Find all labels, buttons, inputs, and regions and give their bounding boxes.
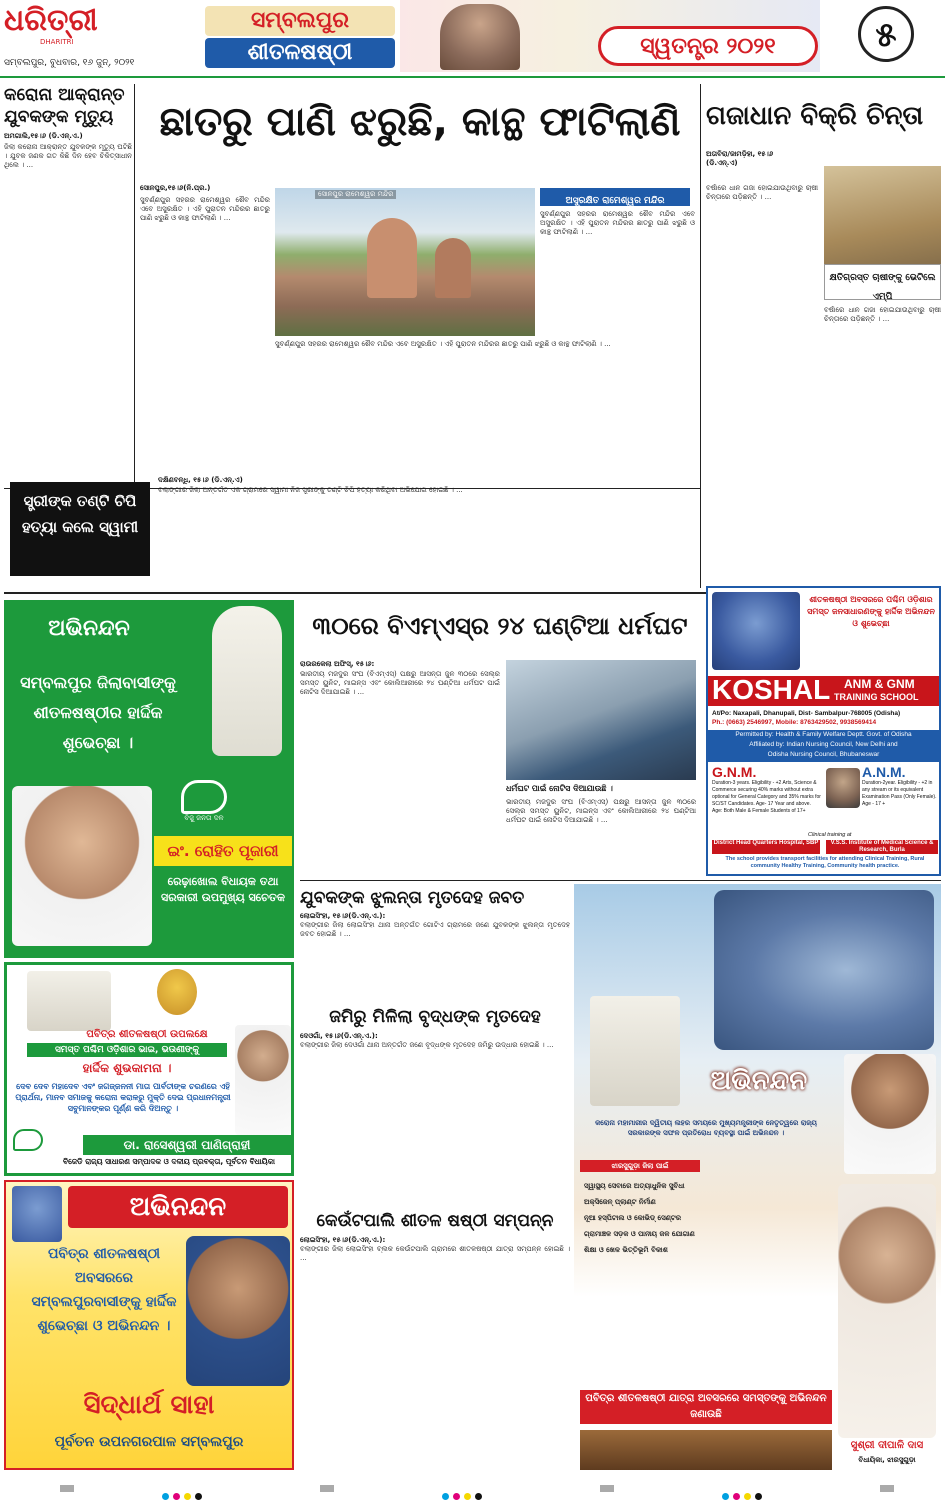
siddharth-designation: ପୂର୍ବତନ ଉପନଗରପାଳ ସମ୍ବଲପୁର (54, 1434, 244, 1450)
registration-bar (600, 1485, 614, 1492)
story-body-2: ବର୍ଷାରେ ଧାନ ଗଜା ହୋଇଯାଉଥିବାରୁ ଚାଷୀ ଚିନ୍ତାରେ ପଡ଼ିଛନ୍ତି । ... (824, 306, 941, 323)
dipali-item: ଶିକ୍ଷା ଓ ଖେଳ ଭିତ୍ତିଭୂମି ବିକାଶ (584, 1246, 668, 1254)
dipali-intro: କରୋନା ମହାମାରୀର ଦ୍ୱିତୀୟ ଲହର ସମୟରେ ମୁଖ୍ୟମନ୍ତ୍ରୀଙ୍କ ନେତୃତ୍ୱରେ ରାଜ୍ୟ ସରକାରଙ୍କ ସଫଳ ପ୍ରତିରୋଧ ବ୍ୟବସ୍ଥା ପାଇଁ ଅଭିନନ୍ଦନ । (595, 1119, 817, 1137)
raseswari-line3: ହାର୍ଦ୍ଦିକ ଶୁଭକାମନା । (82, 1061, 172, 1075)
supplement-label: ସ୍ୱତନ୍ତ୍ର ୨୦୨୧ (640, 34, 776, 59)
story4-dateline: ଦକ୍ଷିଣବନ୍ଧି, ୧୫।୬ (ଡି.ଏନ୍‌.ଏ) (158, 476, 243, 484)
temple-spire (367, 218, 417, 298)
raseswari-name: ଡା. ରାସେଶ୍ୱରୀ ପାଣିଗ୍ରାହୀ (83, 1135, 291, 1155)
dipali-designation: ବିଧାୟିକା, ଝାରସୁଗୁଡ଼ା (858, 1456, 916, 1464)
story-headline: କରୋନା ଆକ୍ରାନ୍ତ ଯୁବକଙ୍କ ମୃତ୍ୟୁ (4, 85, 125, 127)
dipali-portrait (838, 1184, 936, 1438)
lead-tag-text: ଅସୁରକ୍ଷିତ ରାମେଶ୍ୱର ମନ୍ଦିର (565, 196, 665, 206)
story-dateline: ଅମଗାଲି,୧୫।୬ (ଡି.ଏନ୍‌.ଏ.) (4, 132, 83, 140)
dipali-items (584, 1178, 824, 1258)
nurse-portrait (826, 768, 860, 808)
raseswari-deity (157, 969, 197, 1015)
gnm-title: G.N.M. (712, 764, 757, 780)
color-dots (440, 1485, 484, 1504)
gnm-details: Duration-3 years. Eligibility - +2 Arts, Science & Commerce securing 40% marks without extra optional for General Category and 35% marks for SC/ST Candidates. Age- 17 Year and above. Age: Both Male & Female Students of 17+ (712, 780, 821, 814)
dipali-guest-photo (844, 1054, 936, 1174)
koshal-affil1: Affiliated by: Indian Nursing Council, New Delhi and (749, 741, 898, 748)
ad-raseswari (4, 962, 294, 1176)
story-dateline: ଲୋଇସିଂହା, ୧୫।୬(ଡି.ଏନ୍‌.ଏ.): (300, 912, 386, 920)
color-dots (160, 1485, 204, 1504)
raseswari-cm-photo (27, 971, 111, 1031)
koshal-clinical-label: Clinical training at (808, 832, 852, 838)
conch-icon (181, 780, 227, 814)
siddharth-title: ଅଭିନନ୍ଦନ (129, 1192, 227, 1222)
conch-logo (164, 780, 244, 830)
lead-photo (275, 188, 535, 336)
koshal-address: At/Po: Naxapali, Dhanupali, Dist- Sambalpur-768005 (Odisha) (712, 710, 901, 717)
registration-bar (880, 1485, 894, 1492)
conch-icon (13, 1129, 43, 1151)
koshal-deity (712, 592, 800, 670)
photo-caption: ସୋନପୁର ରାମେଶ୍ୱର ମନ୍ଦିର (315, 190, 396, 199)
siddharth-title-bar (68, 1186, 288, 1228)
koshal-greeting: ଶୀତଳଷଷ୍ଠୀ ଅବସରରେ ପଶ୍ଚିମ ଓଡ଼ିଶାର ସମସ୍ତ ଜନସାଧାରଣଙ୍କୁ ହାର୍ଦ୍ଦିକ ଅଭିନନ୍ଦନ ଓ ଶୁଭେଚ୍ଛା (807, 595, 935, 628)
logo (4, 4, 194, 60)
raseswari-line2: ସମସ୍ତ ପଶ୍ଚିମ ଓଡ଼ିଶାର ଭାଇ, ଭଉଣୀଙ୍କୁ (27, 1043, 227, 1057)
story-headline: ସ୍ତ୍ରୀଙ୍କ ତଣ୍ଟି ଚିପି ହତ୍ୟା କଲେ ସ୍ୱାମୀ (21, 492, 139, 536)
raseswari-line1: ପବିତ୍ର ଶୀତଳଷଷ୍ଠୀ ଉପଲକ୍ଷେ (86, 1029, 208, 1040)
story-headline: ୩୦ରେ ବିଏମ୍‌ଏସ୍‌ର ୨୪ ଘଣ୍ଟିଆ ଧର୍ମଘଟ (312, 612, 688, 640)
ad-koshal (706, 586, 941, 876)
siddharth-deity (12, 1186, 62, 1242)
temple-silhouette (580, 1430, 832, 1470)
story-body-2: ଭାରତୀୟ ମଜଦୁର ସଂଘ (ବିଏମ୍‌ଏସ୍‌) ପକ୍ଷରୁ ଆସନ୍ତା ଜୁନ ୩୦ରେ ସେଲ୍‌ର ସମସ୍ତ ୟୁନିଟ, ମାଇନ୍ସ ଏବଂ କୋଲିଆରୀରେ ୨୪ ଘଣ୍ଟିଆ ଧର୍ମଘଟ ପାଇଁ ନୋଟିସ ଦିଆଯାଇଛି । ... (506, 798, 696, 824)
koshal-footer: The school provides transport facilities for attending Clinical Training, Rural community Healthy Training, Community health practice. (725, 856, 925, 869)
story-elderly-body (300, 1002, 570, 1200)
dateline: ସମ୍ବଲପୁର, ବୁଧବାର, ୧୬ ଜୁନ୍, ୨୦୨୧ (4, 58, 135, 68)
color-dots (720, 1485, 764, 1504)
page-number-badge (858, 6, 914, 62)
story-corona-death (4, 84, 132, 484)
print-marks (0, 1480, 945, 1497)
dipali-title: ଅଭିନନ୍ଦନ (710, 1066, 808, 1096)
anm-title: A.N.M. (862, 764, 906, 780)
supplement-badge (598, 26, 818, 66)
koshal-name-bar (708, 676, 939, 706)
lead-body-col1: ସୁବର୍ଣ୍ଣପୁର ସହରର ରାମେଶ୍ୱର ଶୈବ ମନ୍ଦିର ଏବେ ଅସୁରକ୍ଷିତ । ଏହି ପୁରାତନ ମନ୍ଦିରର ଛାତରୁ ପାଣି ଝରୁଛି ଓ କାନ୍ଥ ଫାଟିଲାଣି । ... (140, 196, 270, 222)
candidate-portrait (12, 786, 152, 946)
siddharth-message (12, 1242, 196, 1338)
ad-rohit-pujari (4, 600, 294, 958)
dipali-closing: ପବିତ୍ର ଶୀତଳଷଷ୍ଠୀ ଯାତ୍ରା ଅବସରରେ ସମସ୍ତଙ୍କୁ ଅଭିନନ୍ଦନ ଜଣାଉଛି (580, 1390, 832, 1424)
story-body: ବଲାଙ୍ଗୀର ଜିଲା ଲୋଇସିଂହା ବ୍ଲକ କେଉଁଟପାଲି ଗ୍ରାମରେ ଶୀତଳଷଷ୍ଠୀ ଯାତ୍ରା ସମ୍ପନ୍ନ ହୋଇଛି । ... (300, 1245, 570, 1262)
column-rule (134, 84, 135, 484)
story-hanging-body (300, 884, 570, 1000)
dipali-cm-photo (590, 996, 680, 1106)
koshal-affil2: Odisha Nursing Council, Bhubaneswar (767, 751, 880, 758)
siddharth-portrait (186, 1236, 290, 1386)
story-body: ବଲାଙ୍ଗୀର ଜିଲା ଦେଓଗାଁ ଥାନା ଅନ୍ତର୍ଗତ ଜଣେ ବୃଦ୍ଧଙ୍କ ମୃତଦେହ ଜମିରୁ ଉଦ୍ଧାର ହୋଇଛି । ... (300, 1041, 554, 1049)
koshal-name: KOSHAL (712, 674, 831, 705)
logo-subtext: DHARITRI (40, 38, 74, 46)
story-body: ବଲାଙ୍ଗୀର ଜିଲା ଲୋଇସିଂହା ଥାନା ଅନ୍ତର୍ଗତ ଗୋଟିଏ ଗ୍ରାମରେ ଜଣେ ଯୁବକଙ୍କ ଝୁଲନ୍ତା ମୃତଦେହ ଜବତ ହୋଇଛି । ... (300, 921, 570, 938)
koshal-anm (862, 764, 940, 836)
shiva-parvati-art (714, 890, 934, 1050)
story-headline: କେଉଁଟପାଲି ଶୀତଳ ଷଷ୍ଠୀ ସମ୍ପନ୍ନ (316, 1211, 554, 1231)
ad-message: ସମ୍ବଲପୁର ଜିଲାବାସୀଙ୍କୁ ଶୀତଳଷଷ୍ଠୀର ହାର୍ଦ୍ଦିକ ଶୁଭେଚ୍ଛା । (20, 673, 176, 752)
anm-details: Duration-2year. Eligibility - +2 in any stream or its equivalent Examination Pass (Only Female). Age - 17 + (862, 780, 937, 807)
candidate-designation: ରେଢ଼ାଖୋଲ ବିଧାୟକ ତଥା ସରକାରୀ ଉପମୁଖ୍ୟ ସଚେତକ (161, 875, 285, 904)
story-keutpali (300, 1206, 570, 1474)
story-murder-box (10, 482, 150, 576)
section-rule (300, 880, 941, 881)
story-dateline: ଅତାବିରା/ଜାମଡ଼ିହା, ୧୫।୬ (ଡି.ଏନ୍‌.ଏ) (706, 150, 774, 167)
story-dateline: ଲୋଇସିଂହା, ୧୫।୬(ଡି.ଏନ୍‌.ଏ.): (300, 1236, 386, 1244)
lead-tag (540, 188, 690, 206)
lead-dateline: ସୋନପୁର,୧୫।୬(ନି.ପ୍ର.) (140, 184, 211, 192)
edition-line2: ଶୀତଳଷଷ୍ଠୀ (247, 40, 353, 65)
story-body: ଭାରତୀୟ ମଜଦୁର ସଂଘ (ବିଏମ୍‌ଏସ୍‌) ପକ୍ଷରୁ ଆସନ୍ତା ଜୁନ ୩୦ରେ ସେଲ୍‌ର ସମସ୍ତ ୟୁନିଟ, ମାଇନ୍ସ ଏବଂ କୋଲିଆରୀରେ ୨୪ ଘଣ୍ଟିଆ ଧର୍ମଘଟ ପାଇଁ ନୋଟିସ ଦିଆଯାଇଛି । ... (300, 670, 500, 696)
story-paddy-sale (706, 96, 941, 592)
temple-spire-2 (435, 238, 471, 298)
story-body: ଜିଲା କରୋନା ଆକ୍ରାନ୍ତ ଯୁବକଙ୍କ ମୃତ୍ୟୁ ଘଟିଛି । ଯୁବକ ଜଣକ ଗତ କିଛି ଦିନ ହେବ ଚିକିତ୍ସାଧୀନ ଥିଲେ । ... (4, 143, 132, 169)
dipali-item: ନୂଆ ହସ୍ପିଟାଲ ଓ କୋଭିଡ୍ ସେଣ୍ଟର (584, 1214, 682, 1222)
dipali-name: ସୁଶ୍ରୀ ଦୀପାଳି ଦାସ (850, 1440, 924, 1451)
siddharth-line3: ସମ୍ବଲପୁରବାସୀଙ୍କୁ ହାର୍ଦ୍ଦିକ (31, 1294, 177, 1310)
dipali-item: ଅକ୍ସିଜେନ୍ ପ୍ଲାଣ୍ଟ ନିର୍ମାଣ (584, 1198, 656, 1206)
koshal-permit: Permitted by: Health & Family Welfare Deptt. Govt. of Odisha (735, 731, 912, 738)
story-dateline: ଦେଓଗାଁ, ୧୫।୬(ଡି.ଏନ୍‌.ଏ.): (300, 1032, 378, 1040)
page-number: ୫ (875, 15, 897, 55)
story-headline: ଯୁବକଙ୍କ ଝୁଲନ୍ତା ମୃତଦେହ ଜବତ (300, 888, 525, 908)
koshal-gnm (712, 764, 822, 836)
strike-photo-caption: ଧର୍ମଘଟ ପାଇଁ ନୋଟିସ ଦିଆଯାଉଛି । (506, 784, 613, 793)
edition-line1: ସମ୍ବଲପୁର (250, 8, 350, 33)
candidate-name: ଇଂ. ରୋହିତ ପୂଜାରୀ (154, 836, 292, 866)
koshal-clinical1: District Head Quarters Hospital, SBP (712, 840, 820, 854)
ad-title: ଅଭିନନ୍ଦନ (48, 616, 130, 641)
dipali-section: ଝାରସୁଗୁଡ଼ା ଜିଲା ପାଇଁ (580, 1160, 700, 1172)
strike-photo (506, 660, 696, 780)
edition-banner-2 (205, 38, 395, 68)
story4-body: ବଲାଙ୍ଗୀର ଜିଲା ଅନ୍ତର୍ଗତ ଏକ ଗ୍ରାମରେ ସ୍ୱାମୀ ନିଜ ସ୍ତ୍ରୀଙ୍କୁ ତଣ୍ଟି ଚିପି ହତ୍ୟା କରିଥିବା ଅଭିଯୋଗ ହୋଇଛି । ... (158, 486, 463, 494)
story-headline: ଗଜାଧାନ ବିକ୍ରି ଚିନ୍ତା (706, 101, 924, 131)
siddharth-line4: ଶୁଭେଚ୍ଛା ଓ ଅଭିନନ୍ଦନ । (37, 1318, 171, 1334)
ad-siddharth-saha (4, 1180, 294, 1470)
lead-headline: ଛାତରୁ ପାଣି ଝରୁଛି, କାନ୍ଥ ଫାଟିଲାଣି (159, 99, 681, 145)
story-bms-strike (300, 604, 700, 876)
siddharth-line2: ଅବସରରେ (75, 1270, 133, 1286)
dipali-item: ସ୍ୱାସ୍ଥ୍ୟ ସେବାରେ ଅତ୍ୟାଧୁନିକ ସୁବିଧା (584, 1182, 685, 1190)
story-headline: ଜମିରୁ ମିଳିଲା ବୃଦ୍ଧଙ୍କ ମୃତଦେହ (329, 1007, 541, 1027)
column-rule (700, 84, 701, 588)
lead-body-col3: ସୁବର୍ଣ୍ଣପୁର ସହରର ରାମେଶ୍ୱର ଶୈବ ମନ୍ଦିର ଏବେ ଅସୁରକ୍ଷିତ । ଏହି ପୁରାତନ ମନ୍ଦିରର ଛାତରୁ ପାଣି ଝରୁଛି ଓ କାନ୍ଥ ଫାଟିଲାଣି । ... (275, 340, 611, 348)
koshal-name-side: ANM & GNM (844, 677, 915, 691)
registration-bar (320, 1485, 334, 1492)
koshal-phone: Ph.: (0663) 2546997, Mobile: 8763429502, 9938569414 (712, 719, 877, 726)
deity-figure (440, 4, 520, 70)
siddharth-line1: ପବିତ୍ର ଶୀତଳଷଷ୍ଠୀ (47, 1246, 161, 1262)
raseswari-portrait (235, 1025, 291, 1135)
masthead-rule (0, 76, 945, 78)
edition-banner (205, 6, 395, 36)
ad-dipali-das (574, 884, 941, 1474)
koshal-name-line2: TRAINING SCHOOL (834, 692, 919, 702)
paddy-caption (824, 264, 941, 300)
story-body: ବର୍ଷାରେ ଧାନ ଗଜା ହୋଇଯାଉଥିବାରୁ ଚାଷୀ ଚିନ୍ତାରେ ପଡ଼ିଛନ୍ତି । ... (706, 184, 818, 201)
raseswari-designation: ବିଜେଡି ରାଜ୍ୟ ସାଧାରଣ ସମ୍ପାଦକ ଓ ଦଳୀୟ ପ୍ରବକ୍ତା, ପୂର୍ବତନ ବିଧାୟିକା (62, 1157, 275, 1166)
story-dateline: ରାଉରକେଲା ଅଫିସ୍‌, ୧୫।୬: (300, 660, 375, 668)
paddy-caption-text: କ୍ଷତିଗ୍ରସ୍ତ ଚାଷୀଙ୍କୁ ଭେଟିଲେ ଏମ୍‌ପି (829, 273, 936, 302)
dipali-item: ଗ୍ରାମାଞ୍ଚଳ ସଡ଼କ ଓ ପାନୀୟ ଜଳ ଯୋଗାଣ (584, 1230, 695, 1238)
logo-text: ଧରିତ୍ରୀ (4, 3, 98, 38)
party-mark: ବିଜୁ ଜନତା ଦଳ (184, 814, 224, 822)
siddharth-name: ସିଦ୍ଧାର୍ଥ ସାହା (83, 1390, 215, 1420)
lead-body-col2: ସୁବର୍ଣ୍ଣପୁର ସହରର ରାମେଶ୍ୱର ଶୈବ ମନ୍ଦିର ଏବେ ଅସୁରକ୍ଷିତ । ଏହି ପୁରାତନ ମନ୍ଦିରର ଛାତରୁ ପାଣି ଝରୁଛି ଓ କାନ୍ଥ ଫାଟିଲାଣି । ... (540, 210, 695, 236)
koshal-clinical2: V.S.S. Institute of Medical Science & Research, Burla (826, 840, 938, 854)
registration-bar (60, 1485, 74, 1492)
cm-portrait (212, 606, 282, 756)
raseswari-prayer: ଦେବ ଦେବ ମହାଦେବ ଏବଂ ଜଗଜ୍ଜନନୀ ମାତା ପାର୍ବତୀଙ୍କ ଚରଣରେ ଏହି ପ୍ରାର୍ଥନା, ମାନବ ସମାଜକୁ କରୋନା କରାଳରୁ ମୁକ୍ତି ଦେଇ ପ୍ରଧାନମନ୍ତ୍ରୀ ସବୁମାନଙ୍କର ପୂର୍ଣ୍ଣ କରି ଦିଅନ୍ତୁ । (15, 1082, 231, 1113)
koshal-accred (708, 730, 939, 762)
masthead (0, 0, 945, 75)
